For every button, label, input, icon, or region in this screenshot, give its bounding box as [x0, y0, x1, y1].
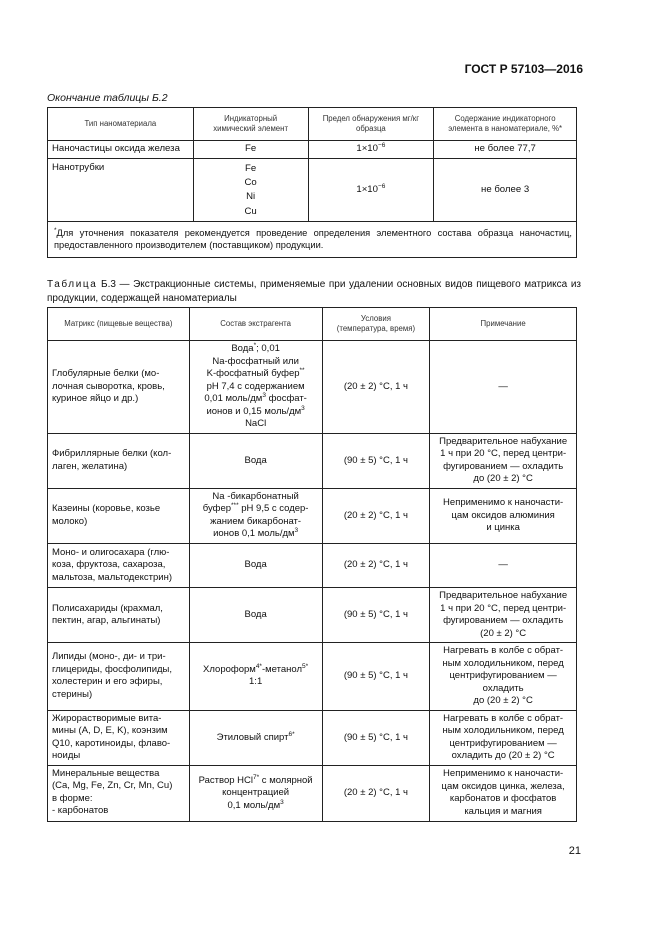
column-header: [48, 108, 194, 141]
note-line: центрифугированием —: [449, 670, 557, 682]
element-content: не более 77,7: [434, 141, 577, 159]
matrix-cell: [48, 433, 190, 488]
matrix-line: мальтоза, мальтодекстрин): [52, 571, 172, 583]
extractant-line: [194, 775, 318, 788]
column-header-line: Матрикс (пищевые вещества): [64, 318, 173, 328]
column-header: [322, 308, 430, 341]
note-line: 1 ч при 20 °С, перед центри-: [440, 602, 567, 614]
extractant-cell: Вода: [189, 433, 322, 488]
conditions-cell: (90 ± 5) °С, 1 ч: [322, 587, 430, 642]
note-cell: [430, 710, 577, 765]
nanomaterial-type: Наночастицы оксида железа: [48, 141, 194, 159]
extractant-text: Вода: [231, 343, 254, 354]
extractant-line: NaCl: [245, 418, 267, 430]
note-cell: [430, 643, 577, 711]
extractant-line: pH 7,4 с содержанием: [206, 380, 305, 392]
note-line: —: [498, 559, 508, 571]
extractant-text: K-фосфатный буфер: [206, 368, 300, 380]
matrix-line: (Ca, Mg, Fe, Zn, Cr, Mn, Cu): [52, 780, 173, 792]
note-line: цам оксидов алюминия: [451, 509, 555, 521]
column-header-line: Примечание: [480, 318, 526, 328]
extractant-line: [194, 528, 318, 541]
conditions-cell: (90 ± 5) °С, 1 ч: [322, 710, 430, 765]
extractant-text: Хлороформ: [203, 663, 256, 675]
extractant-line: [194, 343, 318, 356]
note-line: карбонатов и фосфатов: [449, 793, 557, 805]
limit-exponent: −6: [377, 142, 386, 149]
table-row: [48, 543, 577, 587]
matrix-line: Липиды (моно-, ди- и три-: [52, 651, 166, 663]
column-header-line: Условия: [360, 313, 391, 323]
matrix-cell: [48, 710, 190, 765]
note-line: ным холодильником, перед: [442, 657, 564, 669]
extractant-cell: [189, 710, 322, 765]
extractant-line: [194, 368, 318, 381]
table-b2-caption: Окончание таблицы Б.2: [47, 92, 168, 104]
matrix-line: Жирорастворимые вита-: [52, 712, 162, 724]
note-line: цам оксидов цинка, железа,: [441, 780, 565, 792]
extractant-line: концентрацией: [222, 787, 290, 799]
matrix-line: коза, фруктоза, сахароза,: [52, 559, 166, 571]
conditions-cell: (20 ± 2) °С, 1 ч: [322, 543, 430, 587]
matrix-cell: [48, 765, 190, 821]
extractant-text: -метанол: [261, 663, 303, 675]
superscript: 3: [262, 392, 266, 400]
note-cell: [430, 543, 577, 587]
footnote-text: Для уточнения показателя рекомендуется проведение определения элементного состава образца наночастиц, предоставленного производителем (поставщиком) продукции.: [54, 228, 572, 251]
footnote-ref: 6*: [288, 730, 295, 738]
table-row: [48, 158, 577, 222]
table-row: [48, 433, 577, 488]
matrix-line: молоко): [52, 515, 88, 527]
table-row: [48, 710, 577, 765]
superscript: 3: [301, 404, 305, 412]
note-line: Неприменимо к наночасти-: [443, 768, 564, 780]
conditions-cell: (90 ± 5) °С, 1 ч: [322, 433, 430, 488]
column-header-line: Индикаторный: [224, 113, 278, 123]
extractant-text: pH 9,5 с содер-: [238, 503, 309, 515]
matrix-line: Полисахариды (крахмал,: [52, 602, 163, 614]
extractant-line: жанием бикарбонат-: [210, 515, 302, 527]
matrix-line: Глобулярные белки (мо-: [52, 368, 160, 380]
note-line: охладить до (20 ± 2) °С: [451, 750, 555, 762]
matrix-line: Казеины (коровье, козье: [52, 503, 161, 515]
footnote-ref: 4*: [255, 662, 262, 670]
caption-number: Б.3: [101, 279, 116, 290]
extractant-text: фосфат-: [265, 393, 307, 405]
extractant-line: [194, 393, 318, 406]
table-b2: [47, 107, 577, 258]
footnote-ref: 7*: [253, 773, 260, 781]
conditions-cell: (90 ± 5) °С, 1 ч: [322, 643, 430, 711]
extractant-text: 0,1 моль/дм: [227, 799, 281, 811]
indicator-elements: [193, 158, 308, 222]
table-b3-caption: [47, 278, 581, 306]
note-line: Нагревать в колбе с обрат-: [443, 645, 564, 657]
note-line: и цинка: [486, 522, 520, 534]
extractant-cell: Вода: [189, 587, 322, 642]
extractant-cell: [189, 341, 322, 434]
column-header: [434, 108, 577, 141]
note-cell: [430, 433, 577, 488]
superscript: 3: [294, 527, 299, 535]
matrix-cell: [48, 587, 190, 642]
note-line: ным холодильником, перед: [442, 725, 564, 737]
caption-label: Таблица: [47, 279, 98, 290]
table-header-row: [48, 108, 577, 141]
extractant-line: 1:1: [249, 676, 263, 688]
column-header-line: Предел обнаружения мг/кг: [322, 113, 420, 123]
matrix-cell: [48, 543, 190, 587]
matrix-line: стерины): [52, 688, 93, 700]
table-footnote-row: [48, 222, 577, 258]
note-line: охладить: [482, 682, 524, 694]
table-footnote: [48, 222, 577, 258]
detection-limit: [308, 158, 434, 222]
matrix-cell: [48, 341, 190, 434]
conditions-cell: (20 ± 2) °С, 1 ч: [322, 488, 430, 543]
footnote-ref: **: [299, 367, 305, 375]
indicator-element: Cu: [244, 205, 257, 217]
note-line: 1 ч при 20 °С, перед центри-: [440, 448, 567, 460]
column-header-line: (температура, время): [336, 324, 416, 333]
matrix-line: ноиды: [52, 750, 81, 762]
limit-base: 1×10: [356, 183, 378, 195]
extractant-cell: [189, 765, 322, 821]
column-header: [430, 308, 577, 341]
note-cell: [430, 765, 577, 821]
table-row: [48, 643, 577, 711]
note-line: фугированием — охладить: [443, 615, 564, 627]
matrix-line: - карбонатов: [52, 805, 109, 817]
matrix-line: в форме:: [52, 792, 93, 804]
matrix-line: холестерин и его эфиры,: [52, 676, 163, 688]
note-line: Неприменимо к наночасти-: [443, 497, 564, 509]
column-header-line: образца: [356, 124, 386, 133]
table-row: [48, 341, 577, 434]
superscript: 3: [280, 798, 284, 806]
extractant-text: Раствор HCl: [198, 774, 254, 786]
column-header: [189, 308, 322, 341]
extractant-cell: [189, 643, 322, 711]
column-header-line: Содержание индикаторного: [454, 113, 556, 123]
matrix-line: Q10, каротиноиды, флаво-: [52, 737, 171, 749]
table-row: [48, 765, 577, 821]
note-line: кальция и магния: [464, 805, 542, 817]
extractant-text: Этиловый спирт: [216, 731, 289, 743]
element-content: не более 3: [434, 158, 577, 222]
matrix-line: пектин, агар, альгинаты): [52, 615, 161, 627]
nanomaterial-type: Нанотрубки: [48, 158, 194, 222]
matrix-cell: [48, 643, 190, 711]
note-cell: [430, 341, 577, 434]
matrix-line: Моно- и олигосахара (глю-: [52, 546, 170, 558]
extractant-line: [194, 503, 318, 516]
page-number: 21: [568, 845, 581, 857]
document-id: ГОСТ Р 57103—2016: [464, 62, 583, 76]
note-line: фугированием — охладить: [443, 460, 564, 472]
indicator-element: Co: [244, 177, 257, 189]
caption-text: — Экстракционные системы, применяемые при удалении основных видов пищевого матрикса из продукции, содержащей наноматериалы: [47, 279, 581, 304]
table-row: [48, 488, 577, 543]
column-header: [48, 308, 190, 341]
matrix-line: глицериды, фосфолипиды,: [52, 663, 173, 675]
extractant-text: 0,01 моль/дм: [204, 393, 263, 405]
column-header: [308, 108, 434, 141]
matrix-line: лочная сыворотка, кровь,: [52, 380, 165, 392]
footnote-ref: ***: [231, 502, 239, 510]
extractant-line: Na -бикарбонатный: [212, 490, 299, 502]
extractant-text: ионов и 0,15 моль/дм: [206, 405, 302, 417]
conditions-cell: (20 ± 2) °С, 1 ч: [322, 765, 430, 821]
limit-base: 1×10: [356, 143, 378, 154]
matrix-line: лаген, желатина): [52, 460, 128, 472]
extractant-cell: [189, 488, 322, 543]
table-row: [48, 587, 577, 642]
note-cell: [430, 488, 577, 543]
column-header-line: элемента в наноматериале, %*: [448, 124, 563, 133]
extractant-text: буфер: [202, 503, 232, 515]
note-line: (20 ± 2) °С: [480, 627, 527, 639]
extractant-text: ионов 0,1 моль/дм: [213, 528, 295, 540]
footnote-ref: *: [253, 342, 257, 349]
matrix-line: Минеральные вещества: [52, 767, 160, 779]
matrix-cell: [48, 488, 190, 543]
column-header: [193, 108, 308, 141]
table-row: [48, 141, 577, 159]
footnote-ref: 5*: [302, 662, 309, 670]
note-line: центрифугированием —: [449, 737, 557, 749]
matrix-line: Фибриллярные белки (кол-: [52, 448, 172, 460]
footnote-mark: *: [54, 227, 57, 235]
extractant-text: с молярной: [259, 774, 313, 786]
limit-exponent: −6: [377, 182, 386, 190]
extractant-line: [194, 406, 318, 419]
column-header-line: Тип наноматериала: [84, 118, 157, 128]
indicator-element: Fe: [245, 162, 257, 174]
extractant-line: Na-фосфатный или: [212, 355, 299, 367]
table-header-row: [48, 308, 577, 341]
note-line: —: [498, 380, 508, 392]
note-cell: [430, 587, 577, 642]
extractant-line: [194, 664, 318, 677]
note-line: до (20 ± 2) °С: [473, 473, 533, 485]
note-line: Предварительное набухание: [439, 435, 568, 447]
indicator-element: Fe: [193, 141, 308, 159]
note-line: Нагревать в колбе с обрат-: [443, 712, 564, 724]
note-line: Предварительное набухание: [439, 589, 568, 601]
extractant-line: [194, 800, 318, 813]
detection-limit: [308, 141, 434, 159]
matrix-line: куриное яйцо и др.): [52, 393, 139, 405]
column-header-line: Состав экстрагента: [220, 318, 291, 328]
table-b3: [47, 307, 577, 822]
conditions-cell: (20 ± 2) °С, 1 ч: [322, 341, 430, 434]
column-header-line: химический элемент: [213, 124, 289, 133]
indicator-element: Ni: [246, 191, 256, 203]
matrix-line: мины (A, D, E, K), коэнзим: [52, 725, 168, 737]
note-line: до (20 ± 2) °С: [473, 695, 533, 707]
extractant-text: ; 0,01: [256, 343, 280, 354]
extractant-cell: Вода: [189, 543, 322, 587]
